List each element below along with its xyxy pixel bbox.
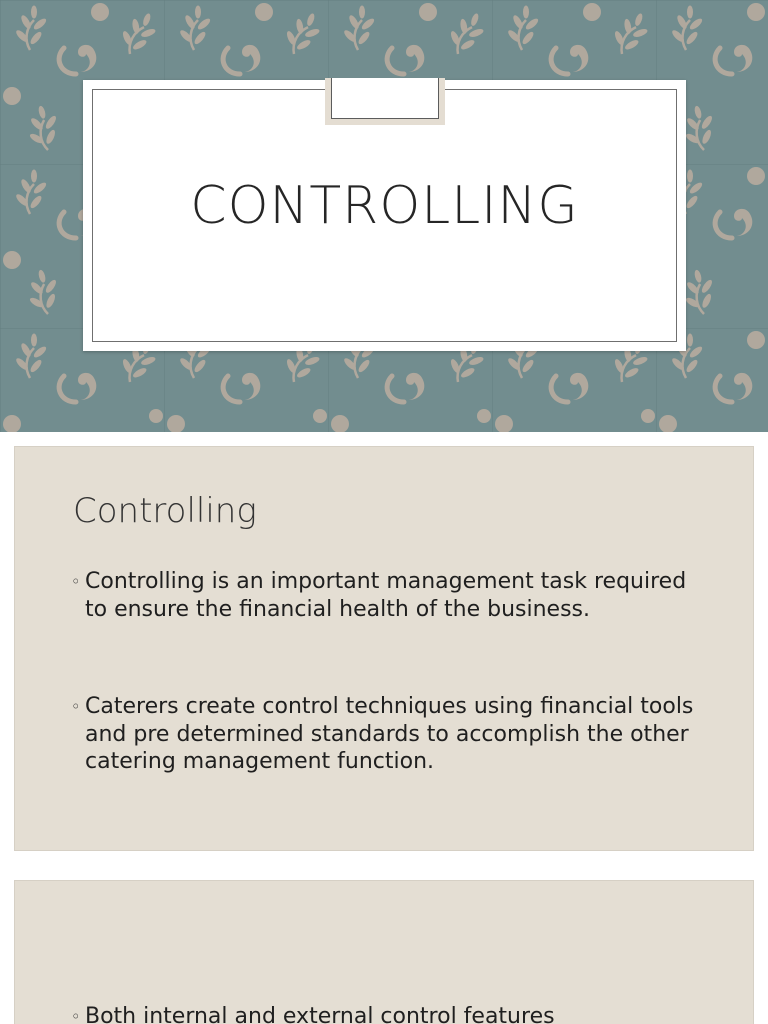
bullet-marker-icon: ◦: [71, 572, 81, 591]
content-slide-controlling: [14, 446, 754, 851]
bullet-item: [71, 568, 711, 623]
bullet-marker-icon: ◦: [71, 1007, 81, 1024]
title-slide: [0, 0, 768, 432]
bullet-text: Both internal and external control features: [85, 1004, 555, 1024]
bullet-marker-icon: ◦: [71, 697, 81, 716]
bullet-item: [71, 1003, 711, 1024]
slide-title: CONTROLLING: [190, 176, 579, 236]
title-card-tab-inner: [331, 78, 439, 119]
title-card-tab: [325, 78, 445, 125]
content-slide-controls: [14, 880, 754, 1024]
bullet-text: Caterers create control techniques using financial tools and pre determined standards to accomplish the other catering management function.: [85, 694, 694, 774]
title-card: [83, 80, 686, 351]
bullet-text: Controlling is an important management task required to ensure the financial health of the business.: [85, 569, 687, 622]
bullet-item: [71, 693, 711, 776]
slide-heading: Controlling: [73, 491, 257, 531]
